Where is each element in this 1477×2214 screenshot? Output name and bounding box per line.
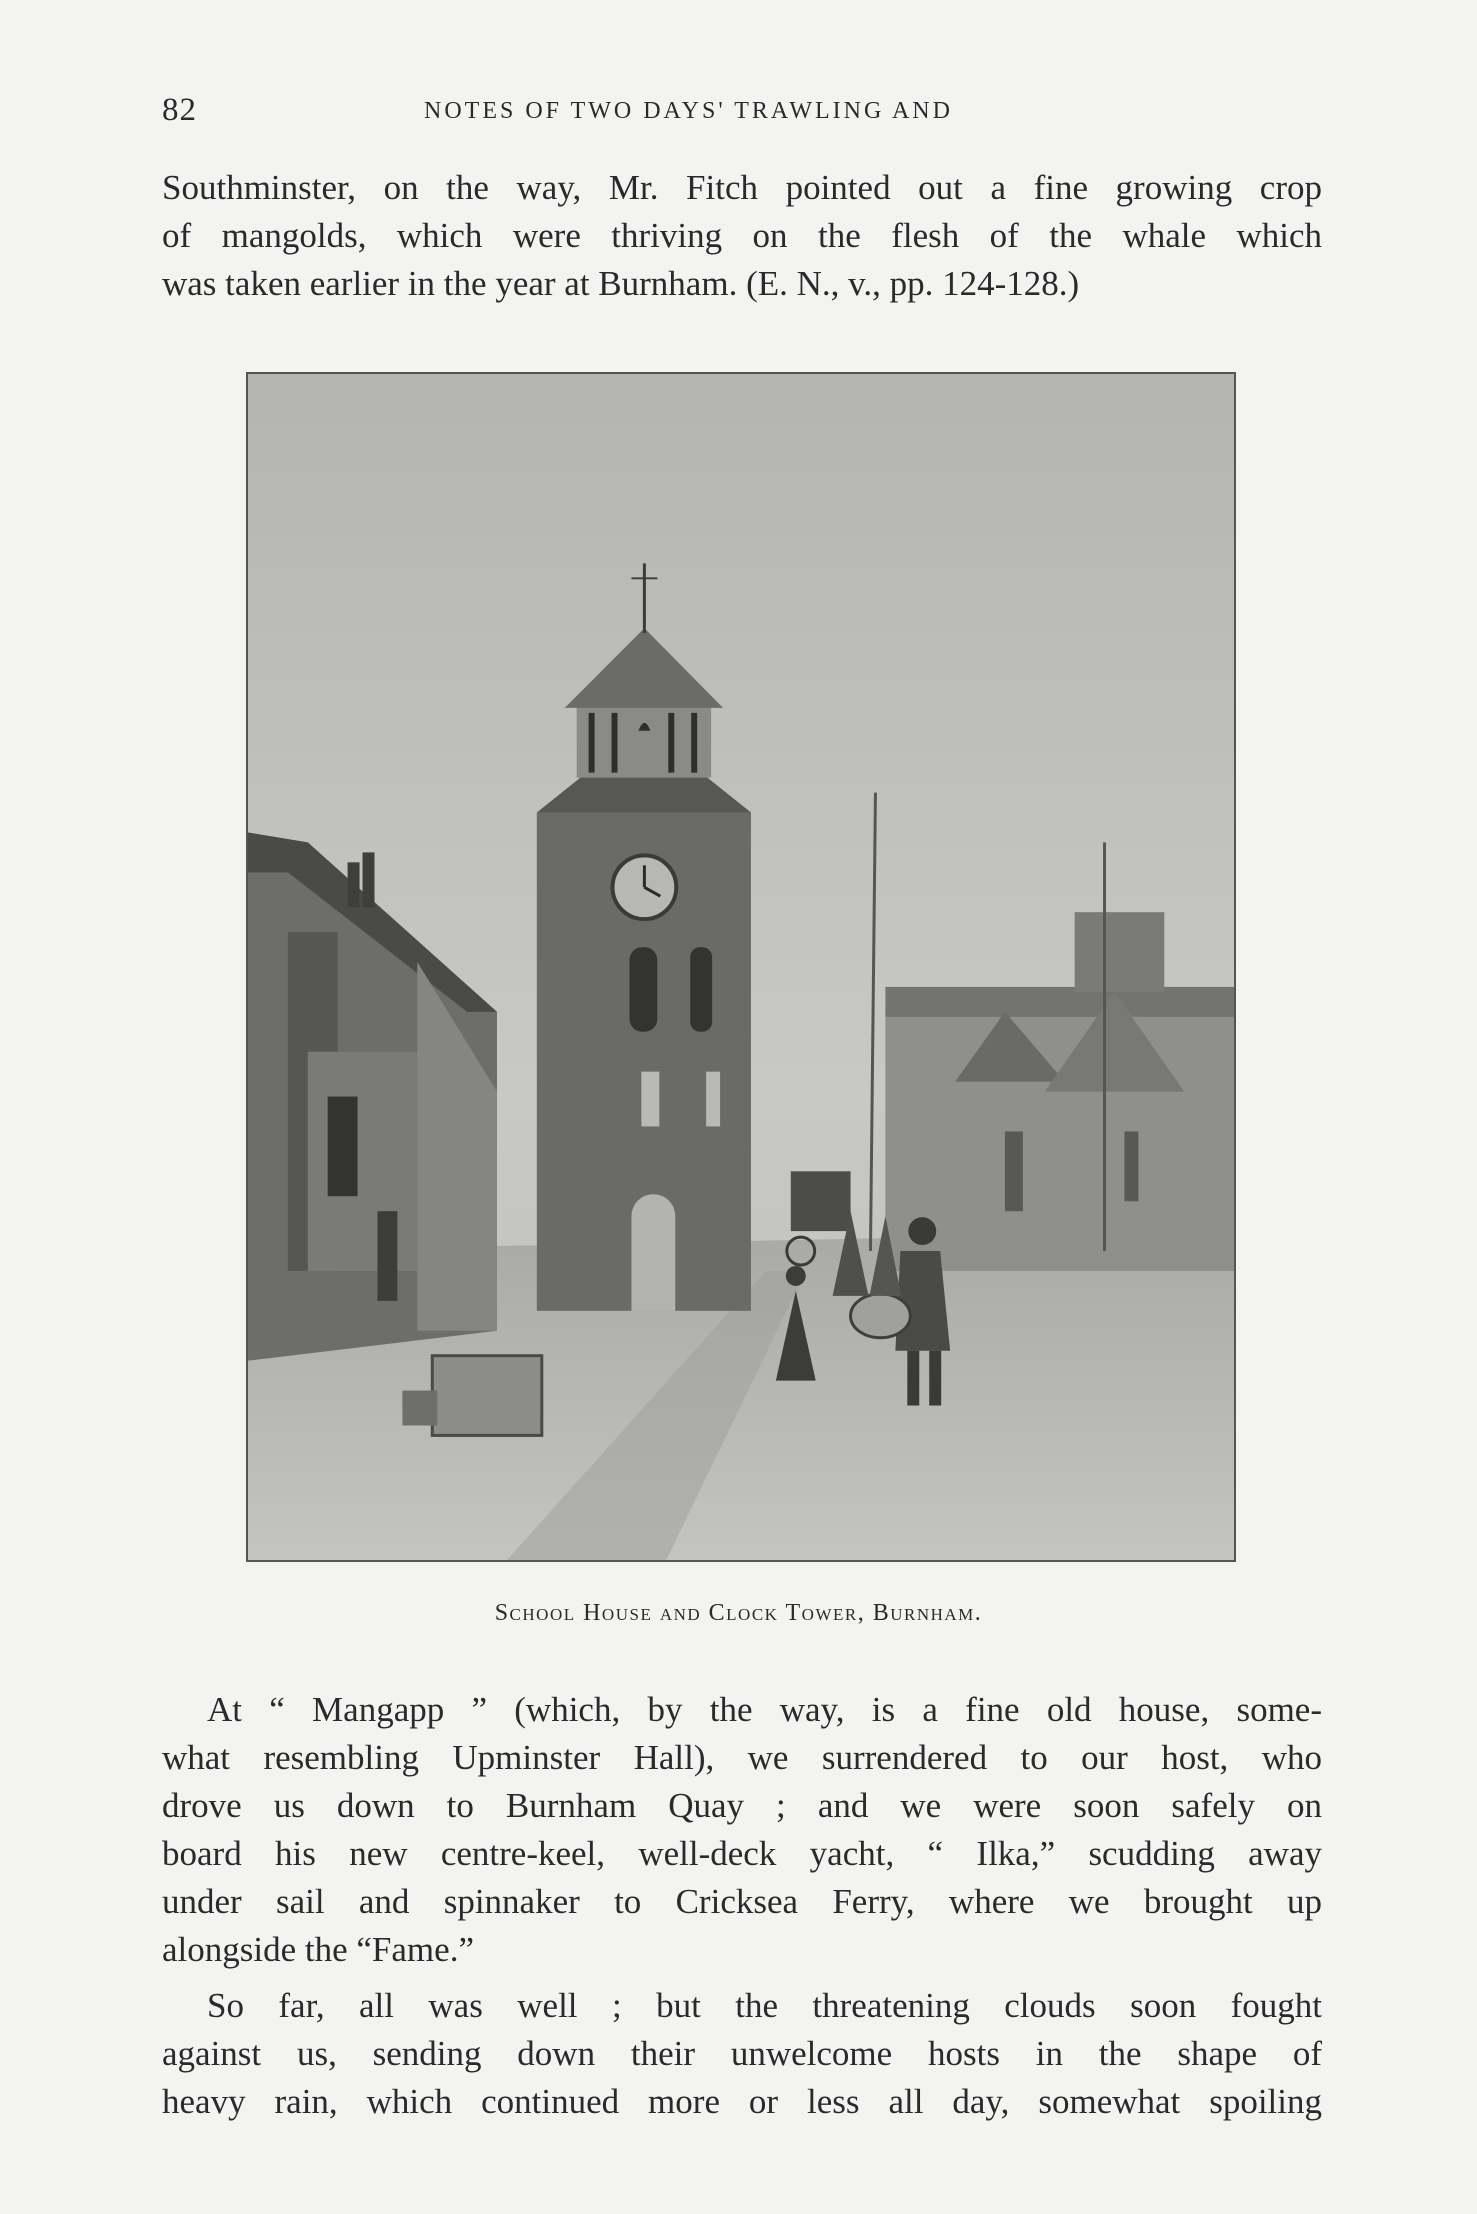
text-line: under sail and spinnaker to Cricksea Ferry, where we brought up bbox=[162, 1882, 1322, 1921]
engraving-illustration bbox=[248, 374, 1234, 1560]
running-title: NOTES OF TWO DAYS' TRAWLING AND bbox=[424, 98, 953, 124]
paragraph-two bbox=[162, 1686, 1322, 1974]
text-line: what resembling Upminster Hall), we surrendered to our host, who bbox=[162, 1738, 1322, 1777]
text-line: against us, sending down their unwelcome hosts in the shape of bbox=[162, 2034, 1322, 2073]
text-line: was taken earlier in the year at Burnham. (E. N., v., pp. 124-128.) bbox=[162, 264, 1080, 303]
text-line: drove us down to Burnham Quay ; and we were soon safely on bbox=[162, 1786, 1322, 1825]
text-line: of mangolds, which were thriving on the flesh of the whale which bbox=[162, 216, 1322, 255]
intro-paragraph bbox=[162, 164, 1322, 308]
paragraph-three bbox=[162, 1982, 1322, 2126]
text-line: alongside the “Fame.” bbox=[162, 1930, 474, 1969]
text-line: heavy rain, which continued more or less all day, somewhat spoiling bbox=[162, 2082, 1322, 2121]
clock-tower-illustration bbox=[246, 372, 1236, 1562]
running-head bbox=[162, 92, 1322, 132]
page-number: 82 bbox=[162, 92, 197, 128]
text-line: board his new centre-keel, well-deck yacht, “ Ilka,” scudding away bbox=[162, 1834, 1322, 1873]
text-line: Southminster, on the way, Mr. Fitch pointed out a fine growing crop bbox=[162, 168, 1322, 207]
text-line: So far, all was well ; but the threatening clouds soon fought bbox=[207, 1986, 1322, 2025]
figure-caption: School House and Clock Tower, Burnham. bbox=[494, 1600, 983, 1626]
text-line: At “ Mangapp ” (which, by the way, is a fine old house, some- bbox=[207, 1690, 1322, 1729]
